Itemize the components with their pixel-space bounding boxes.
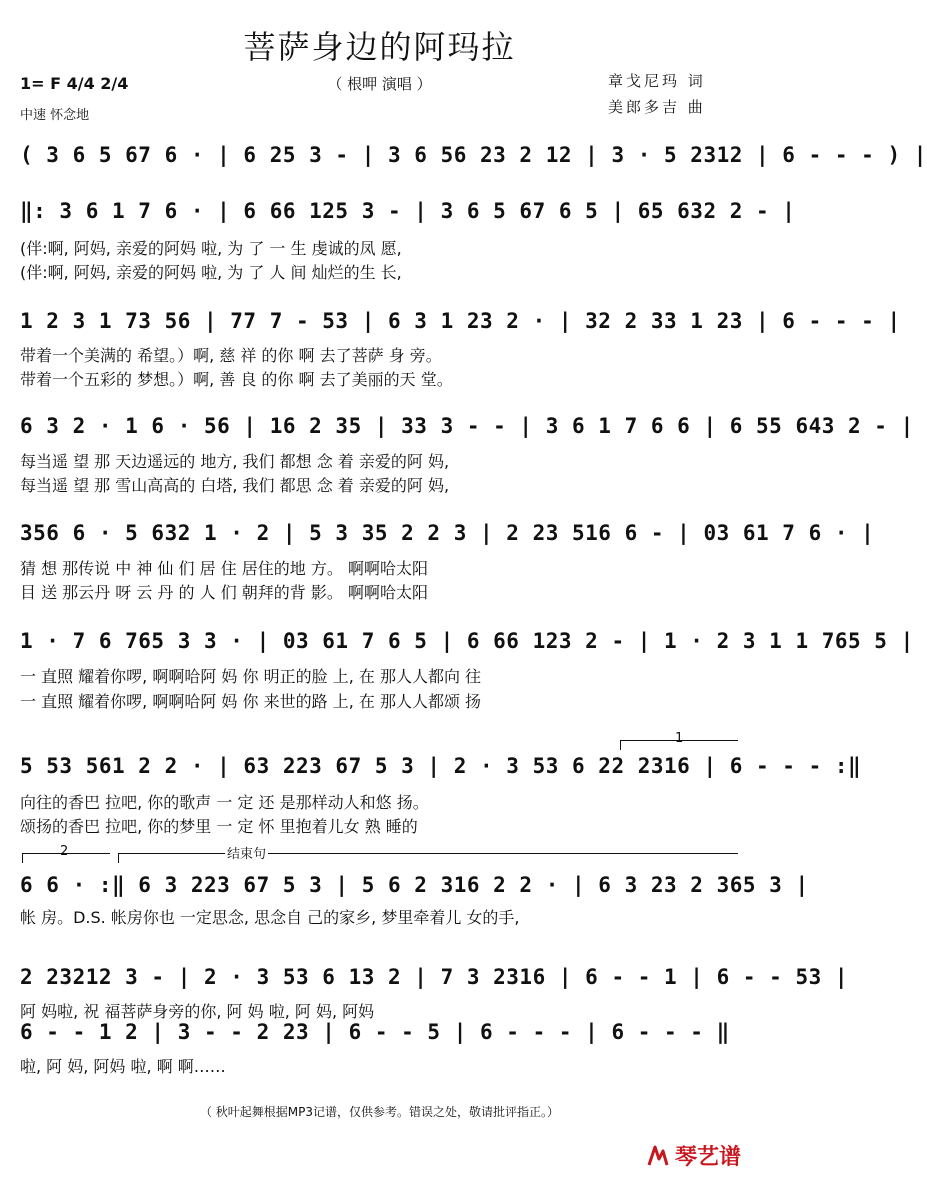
lyric-line-4a: 每当遥 望 那 天边遥远的 地方, 我们 都想 念 着 亲爱的阿 妈, — [20, 452, 450, 471]
song-title: 菩萨身边的阿玛拉 — [243, 28, 516, 66]
volta-2-tick — [22, 853, 23, 863]
notation-line-10: 6 - - 1 2 | 3 - - 2 23 | 6 - - 5 | 6 - - - | 6 - - - ‖ — [20, 1020, 730, 1044]
lyric-line-10: 啦, 阿 妈, 阿妈 啦, 啊 啊…… — [20, 1057, 226, 1076]
volta-1-tick — [620, 740, 621, 750]
lyric-line-9: 阿 妈啦, 祝 福菩萨身旁的你, 阿 妈 啦, 阿 妈, 阿妈 — [20, 1002, 375, 1021]
volta-1-label: 1 — [675, 731, 684, 746]
performer-subtitle: （ 根呷 演唱 ） — [327, 75, 432, 93]
lyric-line-3a: 带着一个美满的 希望。）啊, 慈 祥 的你 啊 去了菩萨 身 旁。 — [20, 346, 442, 365]
notation-line-5: 356 6 · 5 632 1 · 2 | 5 3 35 2 2 3 | 2 23 516 6 - | 03 61 7 6 · | — [20, 521, 875, 545]
lyric-line-3b: 带着一个五彩的 梦想。）啊, 善 良 的你 啊 去了美丽的天 堂。 — [20, 370, 453, 389]
notation-line-4: 6 3 2 · 1 6 · 56 | 16 2 35 | 33 3 - - | 3 6 1 7 6 6 | 6 55 643 2 - | — [20, 414, 914, 438]
lyric-line-2b: (伴:啊, 阿妈, 亲爱的阿妈 啦, 为 了 人 间 灿烂的生 长, — [20, 263, 402, 282]
lyric-line-7b: 颂扬的香巴 拉吧, 你的梦里 一 定 怀 里抱着儿女 熟 睡的 — [20, 817, 418, 836]
lyric-line-8: 帐 房。D.S. 帐房你也 一定思念, 思念自 己的家乡, 梦里牵着儿 女的手, — [20, 908, 520, 927]
composer-credit: 美郎多吉 曲 — [608, 98, 706, 116]
notation-line-3: 1 2 3 1 73 56 | 77 7 - 53 | 6 3 1 23 2 · | 32 2 33 1 23 | 6 - - - | — [20, 309, 901, 333]
notation-line-2: ‖: 3 6 1 7 6 · | 6 66 125 3 - | 3 6 5 67 6 5 | 65 632 2 - | — [20, 199, 796, 223]
logo-text: 琴艺谱 — [674, 1145, 741, 1170]
notation-line-1: ( 3 6 5 67 6 · | 6 25 3 - | 3 6 56 23 2 12 | 3 · 5 2312 | 6 - - - ) | — [20, 143, 927, 167]
notation-line-8: 6 6 · :‖ 6 3 223 67 5 3 | 5 6 2 316 2 2 · | 6 3 23 2 365 3 | — [20, 873, 809, 897]
music-note-logo-icon — [645, 1143, 671, 1169]
lyric-line-7a: 向往的香巴 拉吧, 你的歌声 一 定 还 是那样动人和悠 扬。 — [20, 793, 429, 812]
ending-label: 结束句 — [225, 843, 268, 862]
site-logo — [645, 1140, 741, 1171]
lyric-line-4b: 每当遥 望 那 雪山高高的 白塔, 我们 都思 念 着 亲爱的阿 妈, — [20, 476, 450, 495]
key-signature: 1= F 4/4 2/4 — [20, 74, 129, 93]
ending-bracket — [118, 853, 738, 854]
lyric-line-6b: 一 直照 耀着你啰, 啊啊哈阿 妈 你 来世的路 上, 在 那人人都颂 扬 — [20, 692, 482, 711]
lyricist-credit: 章戈尼玛 词 — [608, 72, 706, 90]
notation-line-9: 2 23212 3 - | 2 · 3 53 6 13 2 | 7 3 2316 | 6 - - 1 | 6 - - 53 | — [20, 965, 849, 989]
volta-2-label: 2 — [60, 844, 69, 859]
tempo-marking: 中速 怀念地 — [20, 108, 90, 123]
transcription-note: （ 秋叶起舞根据MP3记谱，仅供参考。错误之处，敬请批评指正。） — [199, 1105, 560, 1119]
notation-line-6: 1 · 7 6 765 3 3 · | 03 61 7 6 5 | 6 66 123 2 - | 1 · 2 3 1 1 765 5 | — [20, 629, 914, 653]
lyric-line-5a: 猜 想 那传说 中 神 仙 们 居 住 居住的地 方。 啊啊哈太阳 — [20, 559, 428, 578]
ending-tick — [118, 853, 119, 863]
lyric-line-2a: (伴:啊, 阿妈, 亲爱的阿妈 啦, 为 了 一 生 虔诚的凤 愿, — [20, 239, 402, 258]
notation-line-7: 5 53 561 2 2 · | 63 223 67 5 3 | 2 · 3 53 6 22 2316 | 6 - - - :‖ — [20, 754, 862, 778]
lyric-line-6a: 一 直照 耀着你啰, 啊啊哈阿 妈 你 明正的脸 上, 在 那人人都向 往 — [20, 667, 482, 686]
lyric-line-5b: 目 送 那云丹 呀 云 丹 的 人 们 朝拜的背 影。 啊啊哈太阳 — [20, 583, 428, 602]
